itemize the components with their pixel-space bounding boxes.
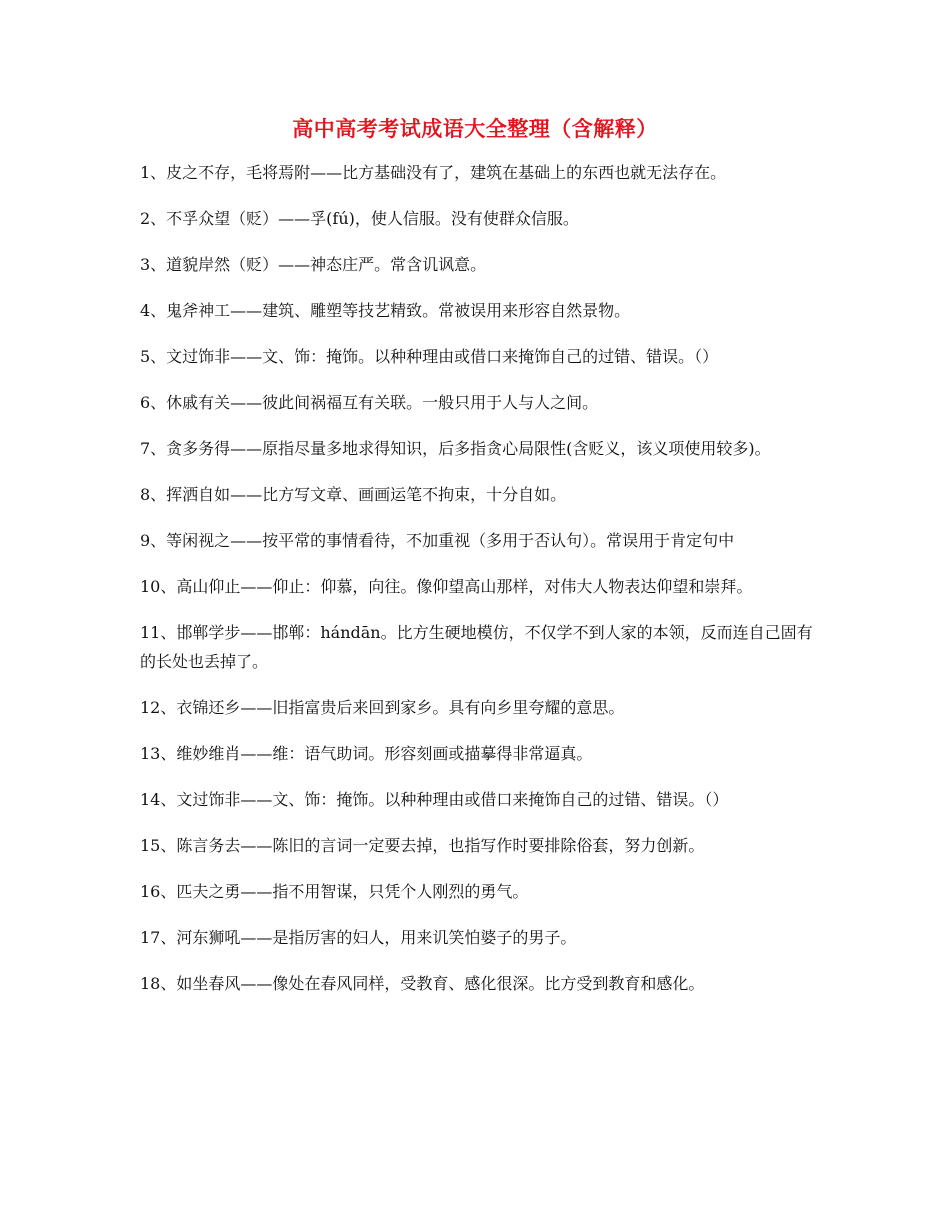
idiom-entry-6: 6、休戚有关——彼此间祸福互有关联。一般只用于人与人之间。 [140, 393, 599, 412]
document-title: 高中高考考试成语大全整理（含解释） [292, 116, 658, 141]
idiom-entry-11: 11、邯郸学步——邯郸：hándān。比方生硬地模仿，不仅学不到人家的本领，反而连自己固有的长处也丢掉了。 [140, 623, 813, 671]
idiom-entry-18: 18、如坐春风——像处在春风同样，受教育、感化很深。比方受到教育和感化。 [140, 974, 705, 993]
idiom-entry-1: 1、皮之不存，毛将焉附——比方基础没有了，建筑在基础上的东西也就无法存在。 [140, 163, 727, 182]
idiom-entry-9: 9、等闲视之——按平常的事情看待，不加重视（多用于否认句）。常误用于肯定句中 [140, 531, 735, 550]
document-body [140, 158, 820, 1015]
idiom-entry-3: 3、道貌岸然（贬）——神态庄严。常含讥讽意。 [140, 255, 487, 274]
idiom-entry-5: 5、文过饰非——文、饰：掩饰。以种种理由或借口来掩饰自己的过错、错误。（） [140, 347, 719, 366]
idiom-entry-4: 4、鬼斧神工——建筑、雕塑等技艺精致。常被误用来形容自然景物。 [140, 301, 631, 320]
idiom-entry-17: 17、河东狮吼——是指厉害的妇人，用来讥笑怕婆子的男子。 [140, 928, 577, 947]
idiom-entry-15: 15、陈言务去——陈旧的言词一定要去掉，也指写作时要排除俗套，努力创新。 [140, 836, 705, 855]
idiom-entry-10: 10、高山仰止——仰止：仰慕，向往。像仰望高山那样，对伟大人物表达仰望和崇拜。 [140, 577, 753, 596]
idiom-entry-14: 14、文过饰非——文、饰：掩饰。以种种理由或借口来掩饰自己的过错、错误。（） [140, 790, 729, 809]
idiom-entry-16: 16、匹夫之勇——指不用智谋，只凭个人刚烈的勇气。 [140, 882, 529, 901]
idiom-entry-8: 8、挥洒自如——比方写文章、画画运笔不拘束，十分自如。 [140, 485, 567, 504]
idiom-entry-12: 12、衣锦还乡——旧指富贵后来回到家乡。具有向乡里夸耀的意思。 [140, 698, 625, 717]
idiom-entry-13: 13、维妙维肖——维：语气助词。形容刻画或描摹得非常逼真。 [140, 744, 593, 763]
idiom-entry-7: 7、贪多务得——原指尽量多地求得知识，后多指贪心局限性(含贬义，该义项使用较多)。 [140, 439, 771, 458]
idiom-entry-2: 2、不孚众望（贬）——孚(fú)，使人信服。没有使群众信服。 [140, 209, 579, 228]
